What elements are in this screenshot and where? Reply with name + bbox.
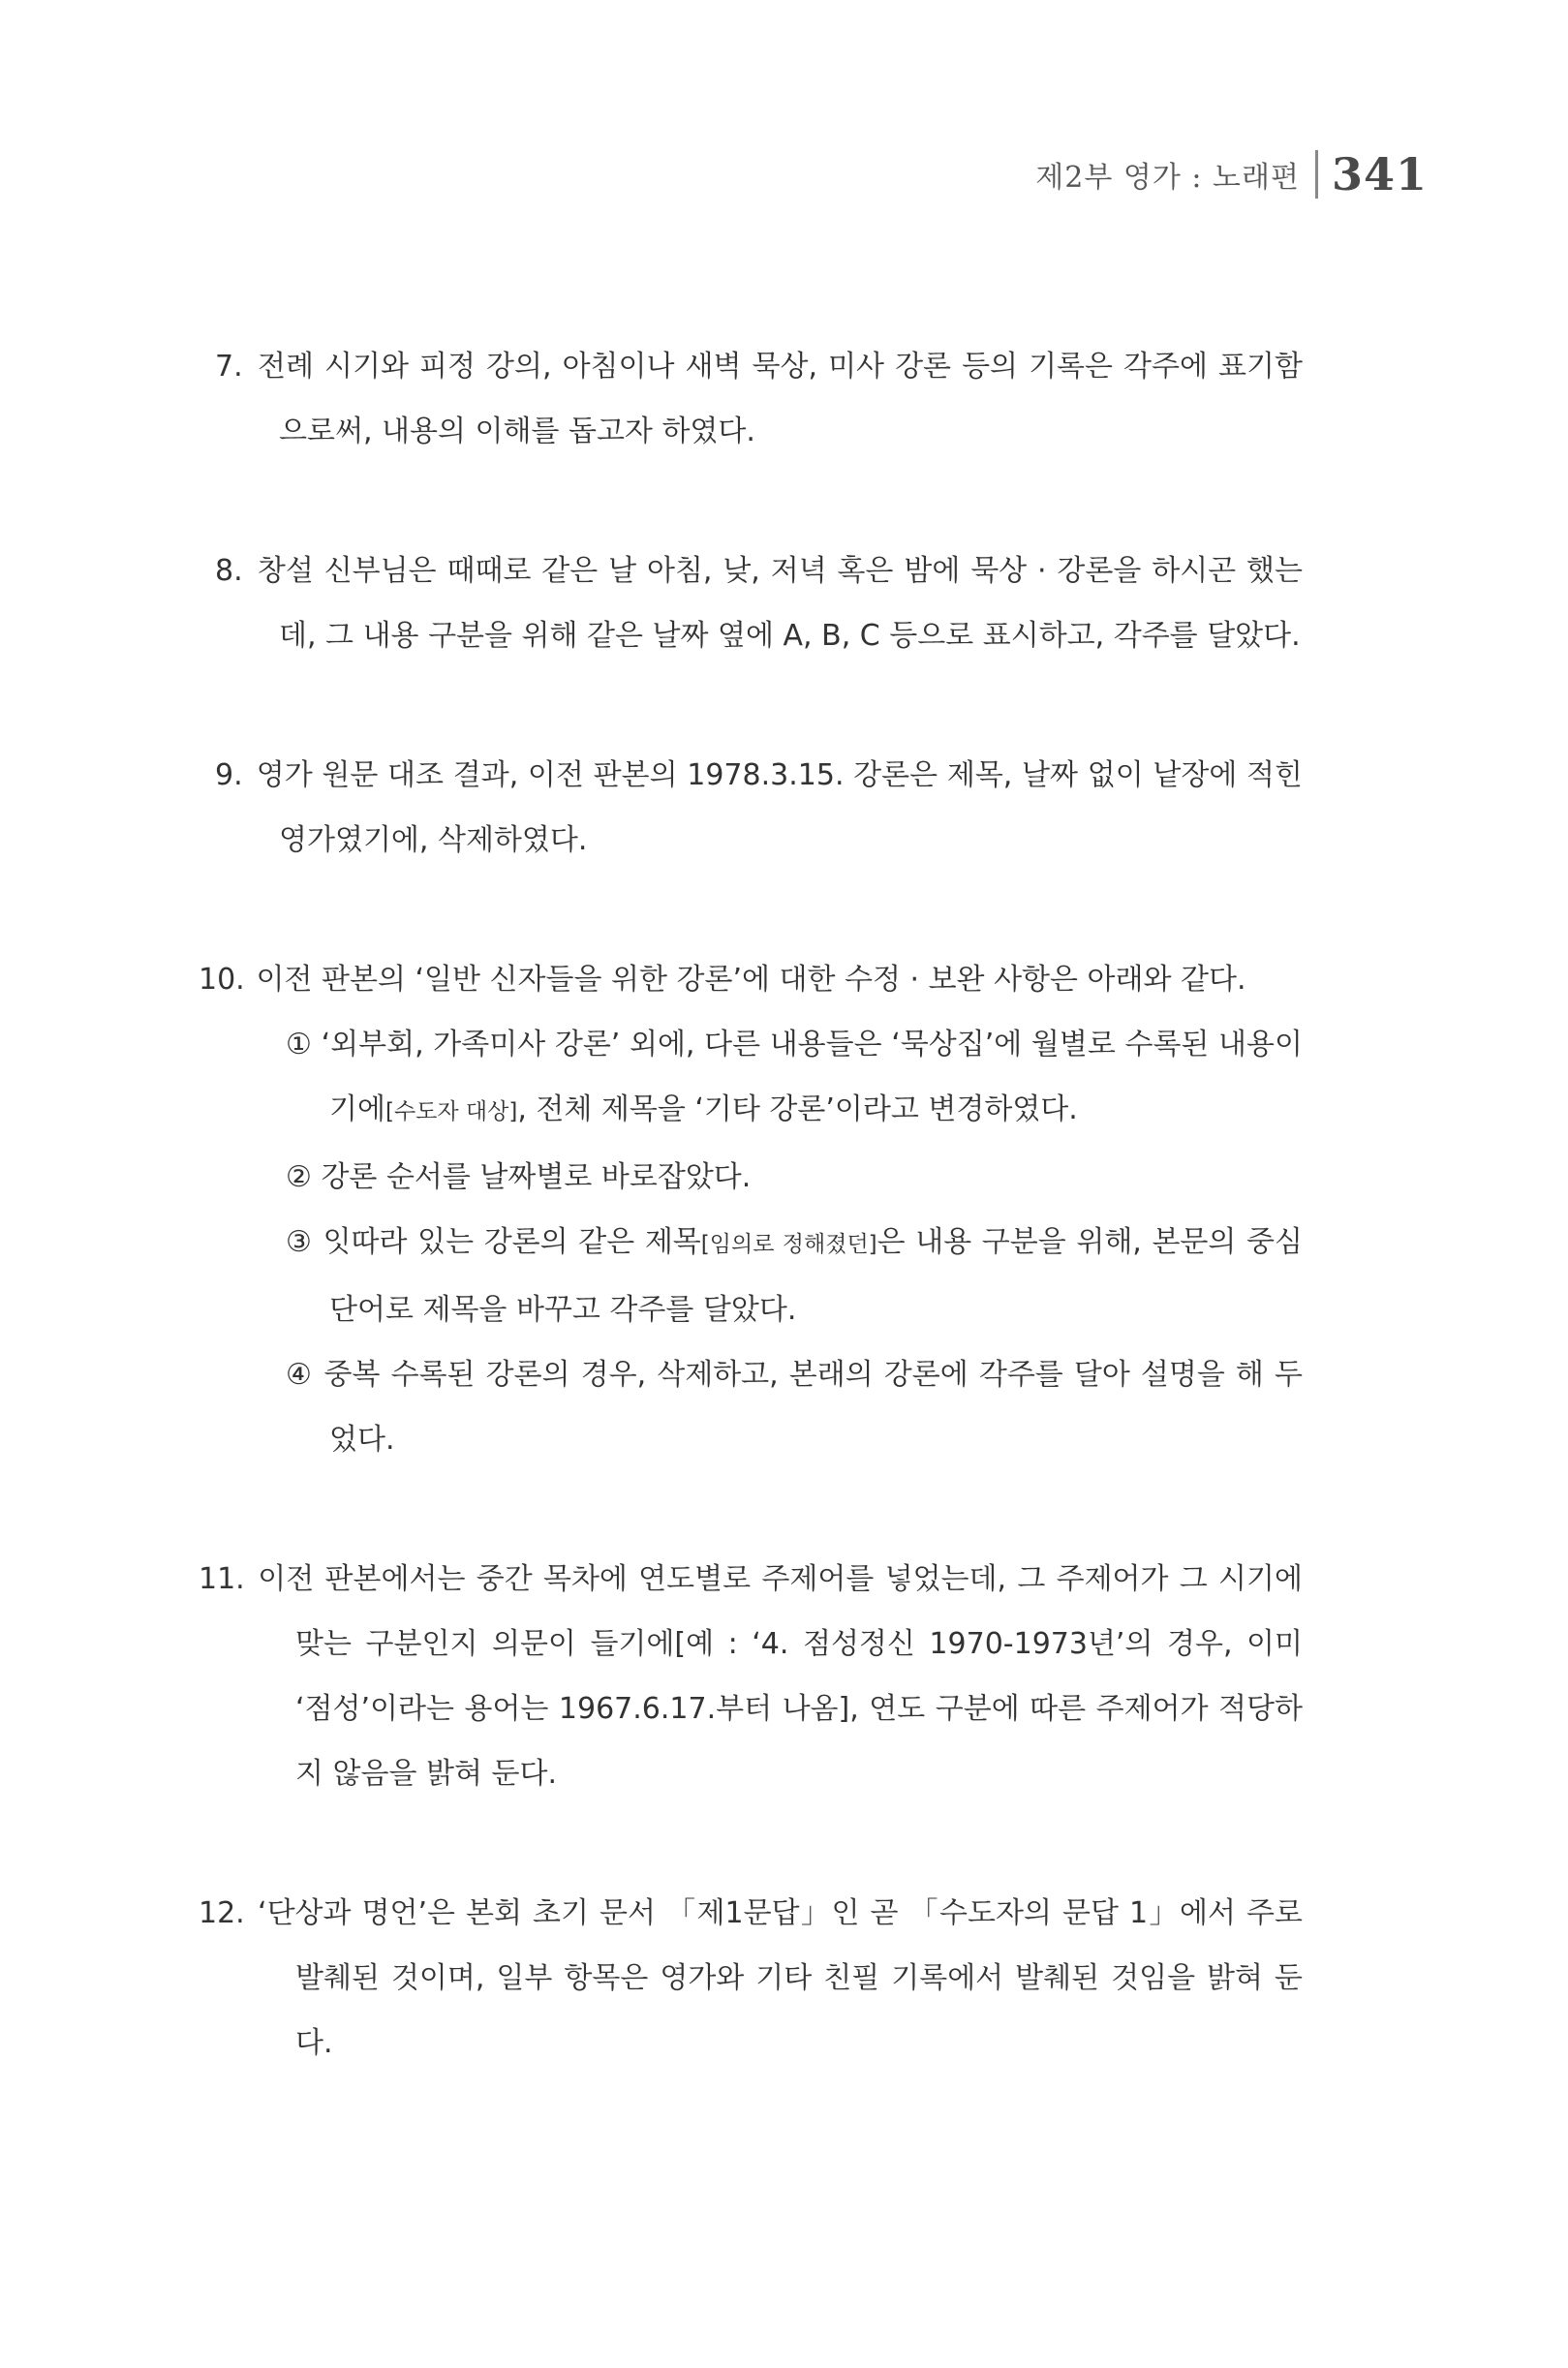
- sub-item-4: [247, 1342, 1303, 1472]
- sub-item-number: ②: [286, 1160, 312, 1194]
- list-item-paragraph: 12. ‘단상과 명언’은 본회 초기 문서 「제1문답」인 곧 「수도자의 문답 1」에서 주로 발췌된 것이며, 일부 항목은 영가와 기타 친필 기록에서 발췌된 것임을 밝혀 둔다.: [199, 1896, 1304, 2060]
- item-text: ‘단상과 명언’은 본회 초기 문서 「제1문답」인 곧 「수도자의 문답 1」에서 주로 발췌된 것이며, 일부 항목은 영가와 기타 친필 기록에서 발췌된 것임을 밝혀 둔다.: [258, 1896, 1304, 2060]
- list-item-9: [215, 743, 1303, 873]
- list-item-10: [199, 947, 1303, 1472]
- sub-item-number: ①: [286, 1028, 312, 1061]
- list-item-paragraph: 8. 창설 신부님은 때때로 같은 날 아침, 낮, 저녁 혹은 밤에 묵상 · 강론을 하시곤 했는데, 그 내용 구분을 위해 같은 날짜 옆에 A, B, C 등으로 표시하고, 각주를 달았다.: [215, 554, 1303, 653]
- list-item-paragraph: 9. 영가 원문 대조 결과, 이전 판본의 1978.3.15. 강론은 제목, 날짜 없이 낱장에 적힌 영가였기에, 삭제하였다.: [215, 758, 1303, 857]
- header-divider: [1315, 150, 1318, 199]
- sub-item-number: ④: [286, 1358, 314, 1392]
- item-text: 전례 시기와 피정 강의, 아침이나 새벽 묵상, 미사 강론 등의 기록은 각주에 표기함으로써, 내용의 이해를 돕고자 하였다.: [258, 350, 1303, 448]
- sub-item-note: [수도자 대상]: [384, 1099, 518, 1124]
- sub-item-text-cont: , 전체 제목을 ‘기타 강론’이라고 변경하였다.: [517, 1092, 1078, 1126]
- sub-item-number: ③: [286, 1225, 313, 1259]
- sub-item-3: [247, 1210, 1303, 1342]
- sub-item-2: [247, 1145, 1303, 1210]
- list-item-paragraph: 11. 이전 판본에서는 중간 목차에 연도별로 주제어를 넣었는데, 그 주제어가 그 시기에 맞는 구분인지 의문이 들기에[예 : ‘4. 점성정신 1970-1973년’의 경우, 이미 ‘점성’이라는 용어는 1967.6.17.부터 나옴], 연도 구분에 따른 주제어가 적당하지 않음을 밝혀 둔다.: [199, 1562, 1303, 1791]
- sub-item-text-cont: 은 내용 구분을 위해, 본문의 중심 단어로 제목을 바꾸고 각주를 달았다.: [329, 1225, 1303, 1327]
- running-title: 제2부 영가 : 노래편: [1035, 161, 1300, 195]
- item-text: 영가 원문 대조 결과, 이전 판본의 1978.3.15. 강론은 제목, 날짜 없이 낱장에 적힌 영가였기에, 삭제하였다.: [256, 758, 1303, 857]
- page-header: [1035, 145, 1428, 203]
- page-body: [199, 334, 1304, 2150]
- sub-item-text: 강론 순서를 날짜별로 바로잡았다.: [321, 1160, 752, 1194]
- item-text: 이전 판본에서는 중간 목차에 연도별로 주제어를 넣었는데, 그 주제어가 그 시기에 맞는 구분인지 의문이 들기에[예 : ‘4. 점성정신 1970-1973년’의 경우, 이미 ‘점성’이라는 용어는 1967.6.17.부터 나옴], 연도 구분에 따른 주제어가 적당하지 않음을 밝혀 둔다.: [258, 1562, 1303, 1791]
- list-item-8: [215, 538, 1303, 668]
- sub-item-1: [247, 1012, 1303, 1145]
- sub-item-text: 잇따라 있는 강론의 같은 제목: [323, 1225, 701, 1259]
- list-item-12: [199, 1881, 1304, 2076]
- list-item-paragraph: 10. 이전 판본의 ‘일반 신자들을 위한 강론’에 대한 수정 · 보완 사항은 아래와 같다.: [199, 963, 1246, 997]
- item-text: 이전 판본의 ‘일반 신자들을 위한 강론’에 대한 수정 · 보완 사항은 아래와 같다.: [256, 963, 1246, 997]
- item-text: 창설 신부님은 때때로 같은 날 아침, 낮, 저녁 혹은 밤에 묵상 · 강론을 하시곤 했는데, 그 내용 구분을 위해 같은 날짜 옆에 A, B, C 등으로 표시하고, 각주를 달았다.: [257, 554, 1303, 653]
- sub-item-note: [임의로 정해졌던]: [700, 1232, 877, 1257]
- list-item-paragraph: 7. 전례 시기와 피정 강의, 아침이나 새벽 묵상, 미사 강론 등의 기록은 각주에 표기함으로써, 내용의 이해를 돕고자 하였다.: [215, 350, 1303, 448]
- list-item-7: [215, 334, 1303, 464]
- page-number: 341: [1331, 148, 1428, 200]
- list-item-11: [199, 1547, 1303, 1806]
- sub-item-text: ‘외부회, 가족미사 강론’ 외에, 다른 내용들은 ‘묵상집’에 월별로 수록된 내용이기에: [321, 1028, 1303, 1126]
- sub-item-text: 중복 수록된 강론의 경우, 삭제하고, 본래의 강론에 각주를 달아 설명을 해 두었다.: [323, 1358, 1303, 1457]
